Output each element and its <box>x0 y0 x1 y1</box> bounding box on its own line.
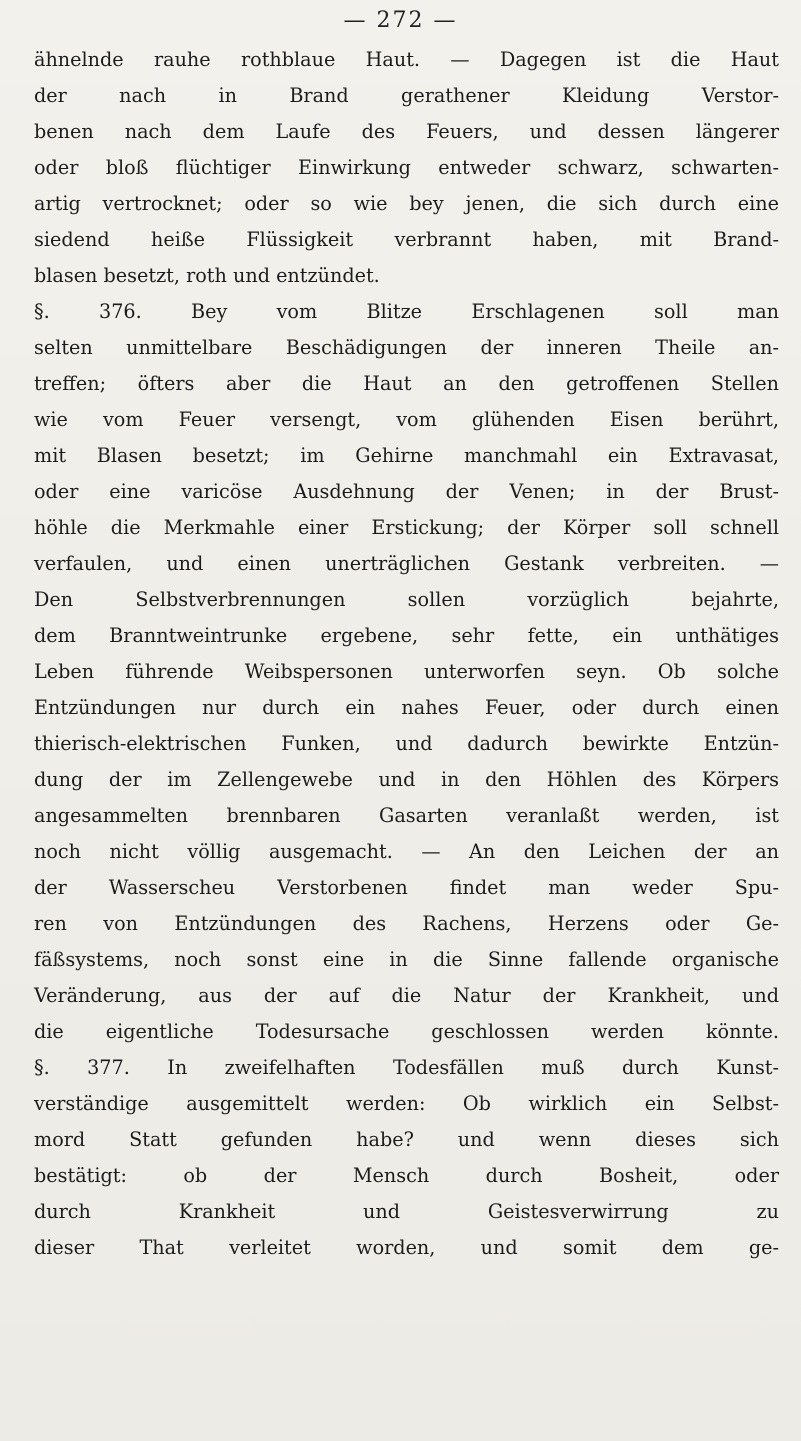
text-line: die eigentliche Todesursache geschlossen werden könnte. <box>34 1020 779 1043</box>
text-line: fäßsystems, noch sonst eine in die Sinne fallende organische <box>34 948 779 971</box>
text-line: dem Branntweintrunke ergebene, sehr fette, ein unthätiges <box>34 624 779 647</box>
text-line: dieser That verleitet worden, und somit dem ge- <box>34 1236 779 1259</box>
text-line: dung der im Zellengewebe und in den Höhlen des Körpers <box>34 768 779 791</box>
text-line: verständige ausgemittelt werden: Ob wirklich ein Selbst- <box>34 1092 779 1115</box>
text-line: angesammelten brennbaren Gasarten veranlaßt werden, ist <box>34 804 779 827</box>
text-line: verfaulen, und einen unerträglichen Gestank verbreiten. — <box>34 552 779 575</box>
text-line: Leben führende Weibspersonen unterworfen seyn. Ob solche <box>34 660 779 683</box>
page-number: — 272 — <box>343 8 458 33</box>
text-line: wie vom Feuer versengt, vom glühenden Eisen berührt, <box>34 408 779 431</box>
text-line: oder eine varicöse Ausdehnung der Venen; in der Brust- <box>34 480 779 503</box>
text-line: blasen besetzt, roth und entzündet. <box>34 264 380 287</box>
text-line: der Wasserscheu Verstorbenen findet man weder Spu- <box>34 876 779 899</box>
text-line: mit Blasen besetzt; im Gehirne manchmahl ein Extravasat, <box>34 444 779 467</box>
text-line: Den Selbstverbrennungen sollen vorzüglich bejahrte, <box>34 588 779 611</box>
text-line: der nach in Brand gerathener Kleidung Verstor- <box>34 84 779 107</box>
text-line: mord Statt gefunden habe? und wenn dieses sich <box>34 1128 779 1151</box>
text-line: thierisch-elektrischen Funken, und dadurch bewirkte Entzün- <box>34 732 779 755</box>
text-line: treffen; öfters aber die Haut an den getroffenen Stellen <box>34 372 779 395</box>
text-line: §. 377. In zweifelhaften Todesfällen muß durch Kunst- <box>34 1056 779 1079</box>
text-line: oder bloß flüchtiger Einwirkung entweder schwarz, schwarten- <box>34 156 779 179</box>
text-line: durch Krankheit und Geistesverwirrung zu <box>34 1200 779 1223</box>
text-line: Veränderung, aus der auf die Natur der Krankheit, und <box>34 984 779 1007</box>
text-line: Entzündungen nur durch ein nahes Feuer, oder durch einen <box>34 696 779 719</box>
text-line: ren von Entzündungen des Rachens, Herzens oder Ge- <box>34 912 779 935</box>
text-line: selten unmittelbare Beschädigungen der inneren Theile an- <box>34 336 779 359</box>
page-body-text <box>34 42 779 1266</box>
text-line: artig vertrocknet; oder so wie bey jenen, die sich durch eine <box>34 192 779 215</box>
text-line: bestätigt: ob der Mensch durch Bosheit, oder <box>34 1164 779 1187</box>
text-line: ähnelnde rauhe rothblaue Haut. — Dagegen ist die Haut <box>34 48 779 71</box>
text-line: noch nicht völlig ausgemacht. — An den Leichen der an <box>34 840 779 863</box>
text-line: siedend heiße Flüssigkeit verbrannt haben, mit Brand- <box>34 228 779 251</box>
text-line: §. 376. Bey vom Blitze Erschlagenen soll man <box>34 300 779 323</box>
text-line: benen nach dem Laufe des Feuers, und dessen längerer <box>34 120 779 143</box>
text-line: höhle die Merkmahle einer Erstickung; der Körper soll schnell <box>34 516 779 539</box>
